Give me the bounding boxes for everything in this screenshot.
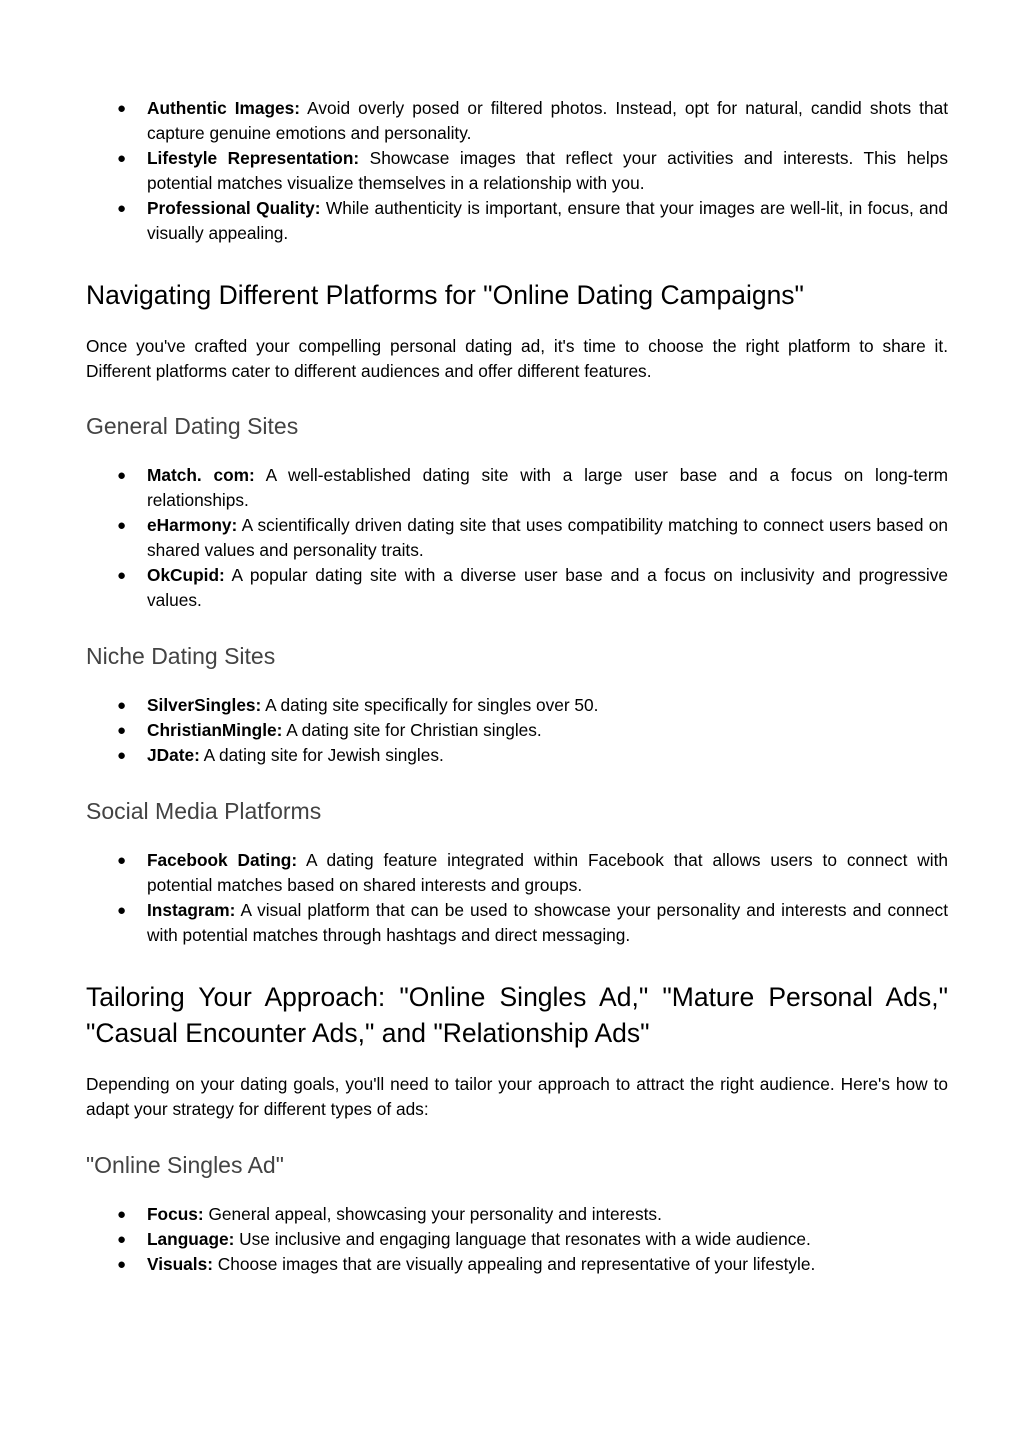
item-label: SilverSingles: (147, 695, 262, 715)
list-item (86, 146, 948, 196)
platforms-intro: Once you've crafted your compelling personal dating ad, it's time to choose the right platform to share it. Different platforms cater to different audiences and offer different features. (86, 336, 948, 381)
item-label: OkCupid: (147, 565, 225, 585)
bullet-icon: ● (117, 517, 127, 534)
item-text: Choose images that are visually appealing and representative of your lifestyle. (212, 1254, 816, 1274)
item-label: Authentic Images: (147, 98, 301, 118)
list-item (86, 1202, 948, 1227)
list-item (86, 563, 948, 613)
bullet-icon: ● (117, 100, 127, 117)
tailoring-intro: Depending on your dating goals, you'll need to tailor your approach to attract the right audience. Here's how to adapt your strategy for different types of ads: (86, 1074, 948, 1119)
item-text: A popular dating site with a diverse user base and a focus on inclusivity and progressive values. (147, 565, 948, 610)
item-label: Match. com: (147, 465, 255, 485)
list-item (86, 1252, 948, 1277)
niche-sites-heading: Niche Dating Sites (86, 643, 276, 669)
item-text: Avoid overly posed or filtered photos. Instead, opt for natural, candid shots that capture genuine emotions and personality. (147, 98, 949, 143)
item-text: Showcase images that reflect your activities and interests. This helps potential matches visualize themselves in a relationship with you. (147, 148, 949, 193)
list-item (86, 96, 948, 146)
list-item (86, 898, 948, 948)
list-item (86, 463, 948, 513)
item-label: Focus: (147, 1204, 204, 1224)
item-label: Facebook Dating: (147, 850, 298, 870)
item-text: General appeal, showcasing your personality and interests. (203, 1204, 662, 1224)
general-sites-heading: General Dating Sites (86, 413, 299, 439)
item-text: A visual platform that can be used to showcase your personality and interests and connect with potential matches through hashtags and direct messaging. (147, 900, 948, 945)
list-item (86, 743, 948, 768)
general-sites-list (86, 463, 948, 613)
list-item (86, 848, 948, 898)
bullet-icon: ● (117, 150, 127, 167)
tailoring-heading: Tailoring Your Approach: "Online Singles Ad," "Mature Personal Ads," "Casual Encounter Ads," and "Relationship Ads" (86, 982, 948, 1048)
bullet-icon: ● (117, 567, 127, 584)
item-label: eHarmony: (147, 515, 238, 535)
item-label: JDate: (147, 745, 200, 765)
bullet-icon: ● (117, 747, 127, 764)
item-text: A dating site for Jewish singles. (199, 745, 444, 765)
list-item (86, 693, 948, 718)
item-text: Use inclusive and engaging language that resonates with a wide audience. (234, 1229, 811, 1249)
bullet-icon: ● (117, 852, 127, 869)
bullet-icon: ● (117, 722, 127, 739)
item-label: Visuals: (147, 1254, 213, 1274)
social-platforms-heading: Social Media Platforms (86, 798, 322, 824)
social-platforms-list (86, 848, 948, 948)
item-text: A scientifically driven dating site that uses compatibility matching to connect users based on shared values and personality traits. (147, 515, 948, 560)
bullet-icon: ● (117, 467, 127, 484)
bullet-icon: ● (117, 200, 127, 217)
item-text: A well-established dating site with a large user base and a focus on long-term relationships. (147, 465, 948, 510)
item-text: A dating site for Christian singles. (282, 720, 542, 740)
bullet-icon: ● (117, 1206, 127, 1223)
item-label: Professional Quality: (147, 198, 321, 218)
item-text: A dating feature integrated within Facebook that allows users to connect with potential matches based on shared interests and groups. (147, 850, 948, 895)
item-label: Language: (147, 1229, 235, 1249)
bullet-icon: ● (117, 1256, 127, 1273)
platforms-heading: Navigating Different Platforms for "Online Dating Campaigns" (86, 280, 804, 310)
online-singles-heading: "Online Singles Ad" (86, 1152, 284, 1178)
list-item (86, 196, 948, 246)
bullet-icon: ● (117, 902, 127, 919)
item-label: Instagram: (147, 900, 236, 920)
niche-sites-list (86, 693, 948, 768)
item-text: While authenticity is important, ensure that your images are well-lit, in focus, and visually appealing. (147, 198, 949, 243)
bullet-icon: ● (117, 697, 127, 714)
list-item (86, 1227, 948, 1252)
item-text: A dating site specifically for singles over 50. (261, 695, 599, 715)
list-item (86, 513, 948, 563)
list-item (86, 718, 948, 743)
online-singles-list (86, 1202, 948, 1277)
item-label: Lifestyle Representation: (147, 148, 360, 168)
image-tips-list (86, 96, 948, 246)
bullet-icon: ● (117, 1231, 127, 1248)
item-label: ChristianMingle: (147, 720, 283, 740)
